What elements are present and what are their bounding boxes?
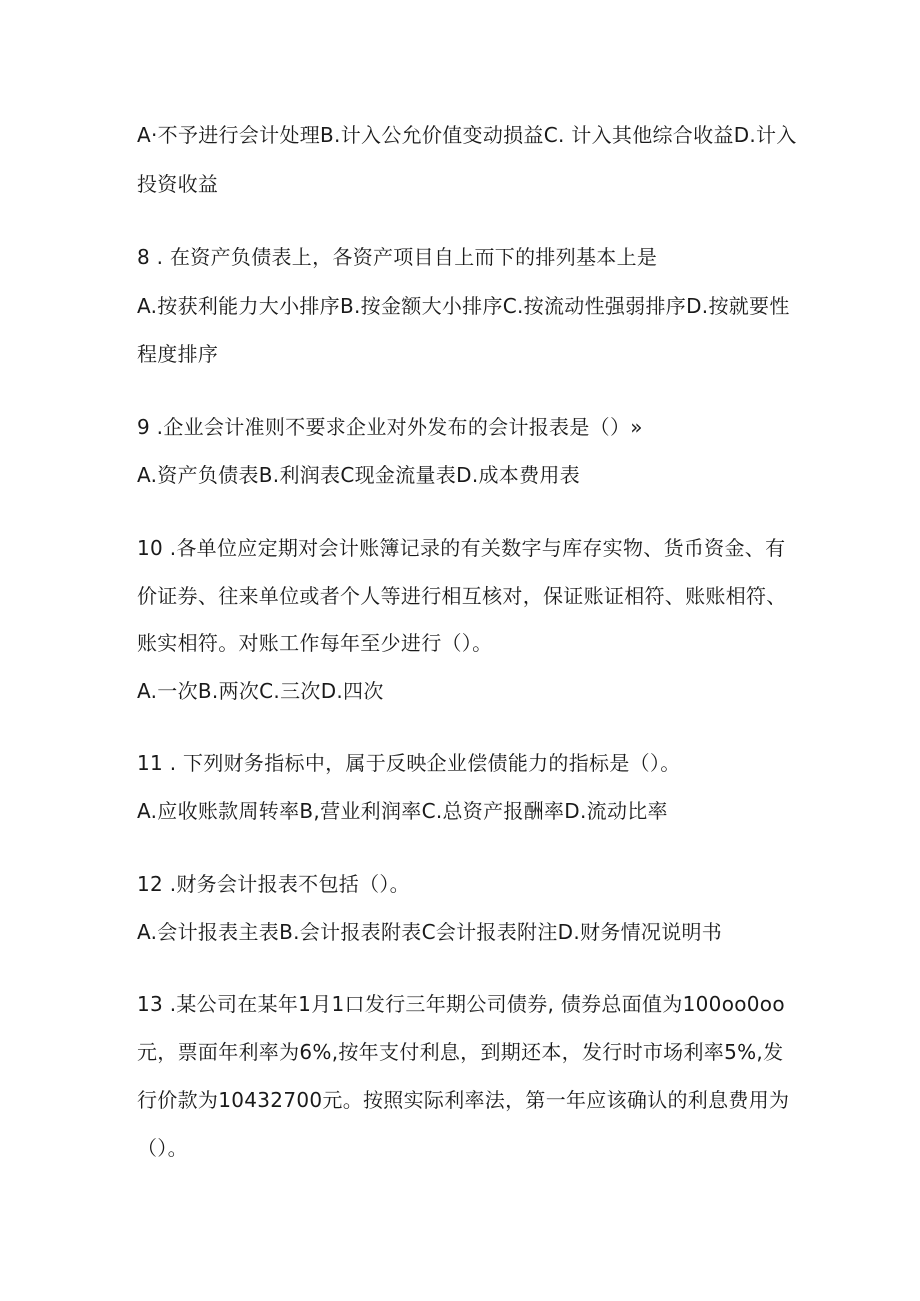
q10-stem-line-3: 账实相符。对账工作每年至少进行（）。 xyxy=(137,631,493,655)
q7-options-line-2: 投资收益 xyxy=(137,172,219,196)
q13-stem-line-1: 13 .某公司在某年1月1口发行三年期公司债券, 债券总面值为100oo0oo xyxy=(137,992,785,1016)
q8-options-line-2: 程度排序 xyxy=(137,342,219,366)
q10-options: A.一次B.两次C.三次D.四次 xyxy=(137,679,384,703)
q9-options: A.资产负债表B.利润表C现金流量表D.成本费用表 xyxy=(137,463,580,487)
q8-options-line-1: A.按获利能力大小排序B.按金额大小排序C.按流动性强弱排序D.按就要性 xyxy=(137,294,790,318)
q10-stem-line-2: 价证券、往来单位或者个人等进行相互核对，保证账证相符、账账相符、 xyxy=(137,584,787,608)
q8-stem: 8 . 在资产负债表上，各资产项目自上而下的排列基本上是 xyxy=(137,245,658,269)
q7-options-line-1: A·不予进行会计处理B.计入公允价值变动损益C. 计入其他综合收益D.计入 xyxy=(137,123,797,147)
q12-stem: 12 .财务会计报表不包括（）。 xyxy=(137,872,410,896)
q13-stem-line-4: （）。 xyxy=(137,1136,188,1160)
q13-stem-line-2: 元，票面年利率为6%,按年支付利息，到期还本，发行时市场利率5%,发 xyxy=(137,1040,784,1064)
q11-options: A.应收账款周转率B,营业利润率C.总资产报酬率D.流动比率 xyxy=(137,799,668,823)
q13-stem-line-3: 行价款为10432700元。按照实际利率法，第一年应该确认的利息费用为 xyxy=(137,1088,790,1112)
q9-stem: 9 .企业会计准则不要求企业对外发布的会计报表是（）» xyxy=(137,415,643,439)
q10-stem-line-1: 10 .各单位应定期对会计账簿记录的有关数字与库存实物、货币资金、有 xyxy=(137,536,786,560)
q12-options: A.会计报表主表B.会计报表附表C会计报表附注D.财务情况说明书 xyxy=(137,920,723,944)
q11-stem: 11 . 下列财务指标中，属于反映企业偿债能力的指标是（）。 xyxy=(137,751,681,775)
